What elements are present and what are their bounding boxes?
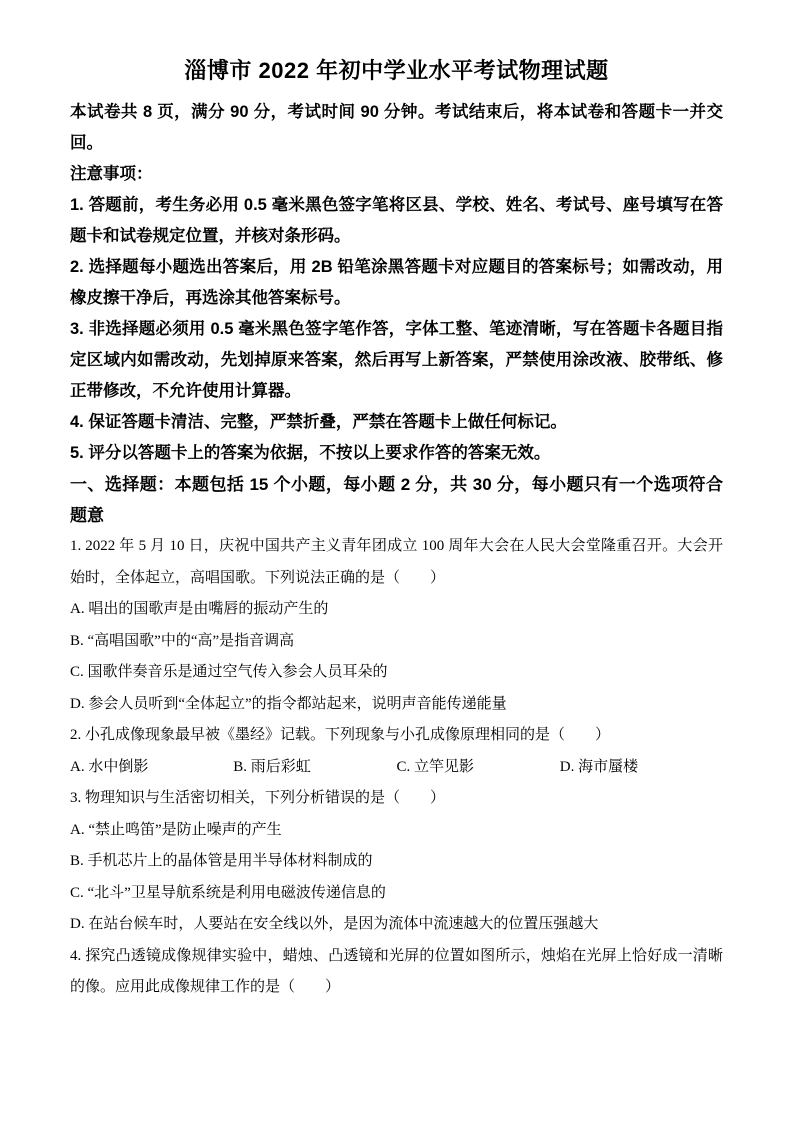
note-item: 5. 评分以答题卡上的答案为依据，不按以上要求作答的答案无效。 [70,444,551,462]
question-stem: 4. 探究凸透镜成像规律实验中，蜡烛、凸透镜和光屏的位置如图所示，烛焰在光屏上恰好成一清晰的像。应用此成像规律工作的是（ ） [70,947,723,995]
option: A. 唱出的国歌声是由嘴唇的振动产生的 [70,601,329,617]
question [70,783,723,941]
questions-list [70,531,723,1004]
option: C. 国歌伴奏音乐是通过空气传入参会人员耳朵的 [70,664,388,680]
question-stem: 3. 物理知识与生活密切相关，下列分析错误的是（ ） [70,790,446,806]
option: A. “禁止鸣笛”是防止噪声的产生 [70,821,282,838]
note-item: 4. 保证答题卡清洁、完整，严禁折叠，严禁在答题卡上做任何标记。 [70,413,567,431]
option: D. 海市蜃楼 [559,758,639,775]
preamble: 本试卷共 8 页，满分 90 分，考试时间 90 分钟。考试结束后，将本试卷和答题卡一并交回。 [70,103,723,152]
page-title: 淄博市 2022 年初中学业水平考试物理试题 [184,58,609,83]
option: A. 水中倒影 [70,758,149,775]
notes-list [70,190,723,469]
option: D. 在站台候车时，人要站在安全线以外，是因为流体中流速越大的位置压强越大 [70,916,599,932]
option: B. 手机芯片上的晶体管是用半导体材料制成的 [70,853,373,869]
notes-heading: 注意事项： [70,165,153,183]
question [70,531,723,720]
note-item: 1. 答题前，考生务必用 0.5 毫米黑色签字笔将区县、学校、姓名、考试号、座号填写在答题卡和试卷规定位置，并核对条形码。 [70,196,723,245]
option: C. 立竿见影 [396,758,475,775]
option: C. “北斗”卫星导航系统是利用电磁波传递信息的 [70,884,386,901]
option: D. 参会人员听到“全体起立”的指令都站起来，说明声音能传递能量 [70,695,507,712]
question-stem: 1. 2022 年 5 月 10 日，庆祝中国共产主义青年团成立 100 周年大会在人民大会堂隆重召开。大会开始时，全体起立，高唱国歌。下列说法正确的是（ ） [70,538,723,586]
question [70,720,723,783]
note-item: 3. 非选择题必须用 0.5 毫米黑色签字笔作答，字体工整、笔迹清晰，写在答题卡各题目指定区域内如需改动，先划掉原来答案，然后再写上新答案，严禁使用涂改液、胶带纸、修正带修改，不允许使用计算器。 [70,320,723,400]
option: B. 雨后彩虹 [233,758,311,775]
section-heading: 一、选择题：本题包括 15 个小题，每小题 2 分，共 30 分，每小题只有一个选项符合题意 [70,475,723,525]
note-item: 2. 选择题每小题选出答案后，用 2B 铅笔涂黑答题卡对应题目的答案标号；如需改动，用橡皮擦干净后，再选涂其他答案标号。 [70,258,723,307]
question-stem: 2. 小孔成像现象最早被《墨经》记载。下列现象与小孔成像原理相同的是（ ） [70,727,611,743]
options-row [70,752,723,784]
option: B. “高唱国歌”中的“高”是指音调高 [70,632,295,649]
question [70,941,723,1004]
